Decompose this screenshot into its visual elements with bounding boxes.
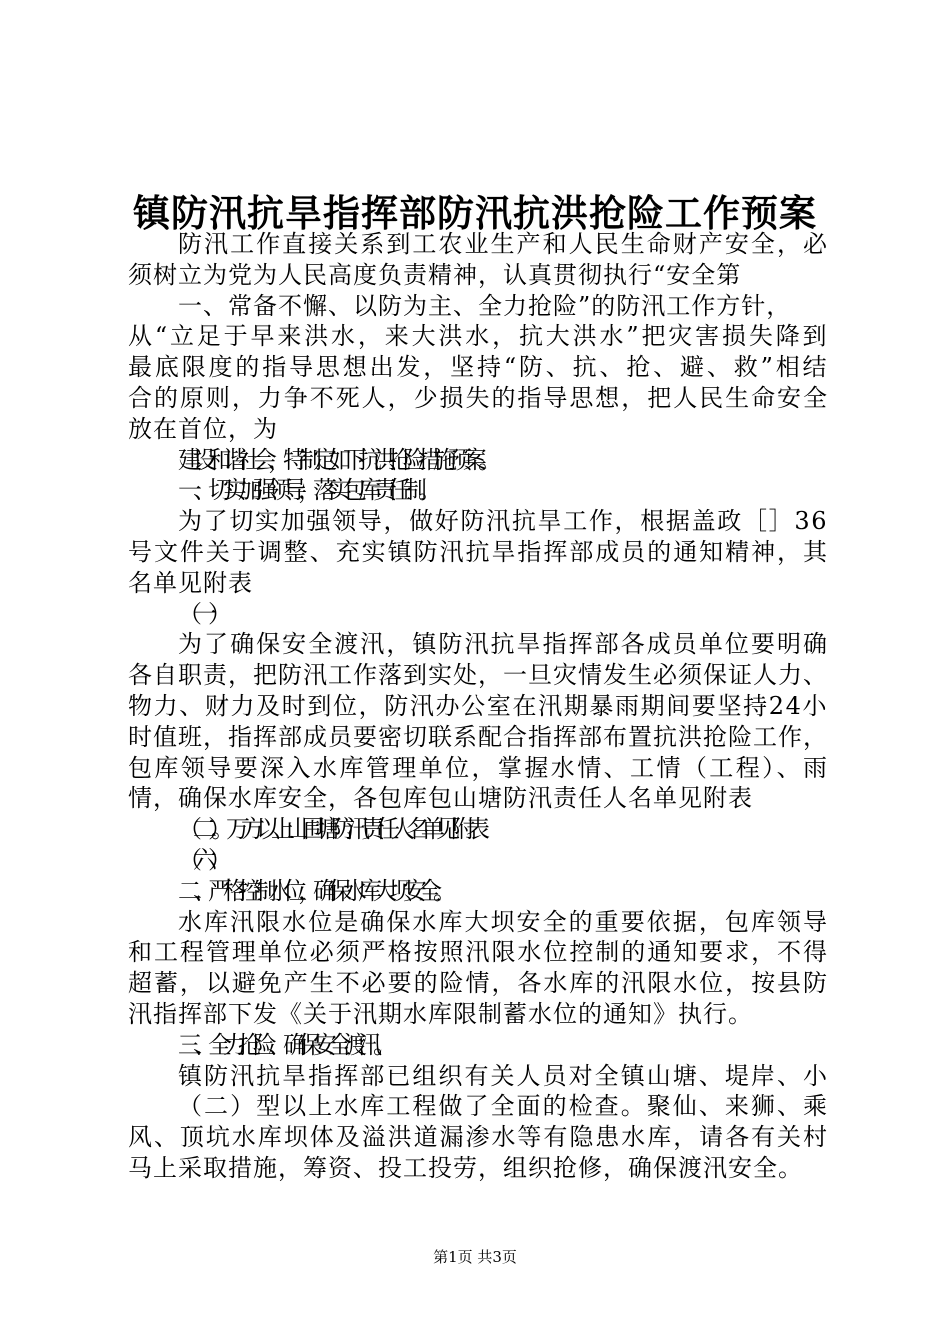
paragraph-line: （二）型以上水库工程做了全面的检查。聚仙、来狮、乘 <box>178 1092 830 1121</box>
paragraph-line: 防汛工作直接关系到工农业生产和人民生命财产安全，必 <box>178 230 830 258</box>
section-heading: 三、全力抢险、确保安全渡汛。 <box>178 1030 388 1059</box>
paragraph-line: 汛指挥部下发《关于汛期水库限制蓄水位的通知》执行。 <box>128 999 753 1028</box>
paragraph-line: 为了确保安全渡汛，镇防汛抗旱指挥部各成员单位要明确 <box>178 630 830 659</box>
paragraph-line: （二）。万方以上山围塘防汛责任人名单见附表 <box>178 815 481 844</box>
paragraph-line: 名单见附表 <box>128 568 253 597</box>
page-footer: 第1页 共3页 <box>433 1248 517 1266</box>
paragraph-line: 时值班，指挥部成员要密切联系配合指挥部布置抗洪抢险工作， <box>128 722 828 751</box>
paragraph-line: 须树立为党为人民高度负责精神，认真贯彻执行“安全第 <box>128 260 742 289</box>
paragraph-line: 超蓄，以避免产生不必要的险情，各水库的汛限水位，按县防 <box>128 969 829 998</box>
paragraph-line: 合的原则，力争不死人，少损失的指导思想，把人民生命安全 <box>128 383 829 412</box>
paragraph-line: （六） <box>178 845 223 874</box>
paragraph-line: 物力、财力及时到位，防汛办公室在汛期暴雨期间要坚持24小 <box>128 691 829 720</box>
paragraph-line: 和工程管理单位必须严格按照汛限水位控制的通知要求，不得 <box>128 938 829 967</box>
paragraph-line: 各自职责，把防汛工作落到实处，一旦灾情发生必须保证人力、 <box>128 661 828 690</box>
paragraph-line: 建设和谐社会，特制定如下抗洪抢险措施预案。 <box>178 445 493 474</box>
document-title: 镇防汛抗旱指挥部防汛抗洪抢险工作预案 <box>133 191 817 235</box>
paragraph-line: 一、常备不懈、以防为主、全力抢险”的防汛工作方针， <box>178 291 792 320</box>
paragraph-line: 放在首位，为 <box>128 414 278 443</box>
paragraph-line: 风、顶坑水库坝体及溢洪道漏渗水等有隐患水库，请各有关村 <box>128 1123 829 1152</box>
section-heading: 一、切实加强领导，落实包库责任制。 <box>178 476 433 505</box>
paragraph-line: 号文件关于调整、充实镇防汛抗旱指挥部成员的通知精神，其 <box>128 537 829 566</box>
paragraph-line: 从“立足于早来洪水，来大洪水，抗大洪水”把灾害损失降到 <box>128 322 830 351</box>
paragraph-line: （一） <box>178 599 223 628</box>
paragraph-line: 镇防汛抗旱指挥部已组织有关人员对全镇山塘、堤岸、小 <box>178 1061 830 1090</box>
paragraph-line: 水库汛限水位是确保水库大坝安全的重要依据，包库领导 <box>178 907 830 936</box>
paragraph-line: 马上采取措施，筹资、投工投劳，组织抢修，确保渡汛安全。 <box>128 1153 803 1182</box>
document-body <box>128 229 828 1184</box>
section-heading: 二、严格控制水位，确保水库大坝安全。 <box>178 876 448 905</box>
paragraph-line: 情，确保水库安全，各包库包山塘防汛责任人名单见附表 <box>128 784 753 813</box>
paragraph-line: 最底限度的指导思想出发，坚持“防、抗、抢、避、救”相结 <box>128 353 830 382</box>
paragraph-line: 包库领导要深入水库管理单位，掌握水情、工情（工程）、雨 <box>128 753 830 782</box>
paragraph-line: 为了切实加强领导，做好防汛抗旱工作，根据盖政［］36 <box>178 507 829 536</box>
